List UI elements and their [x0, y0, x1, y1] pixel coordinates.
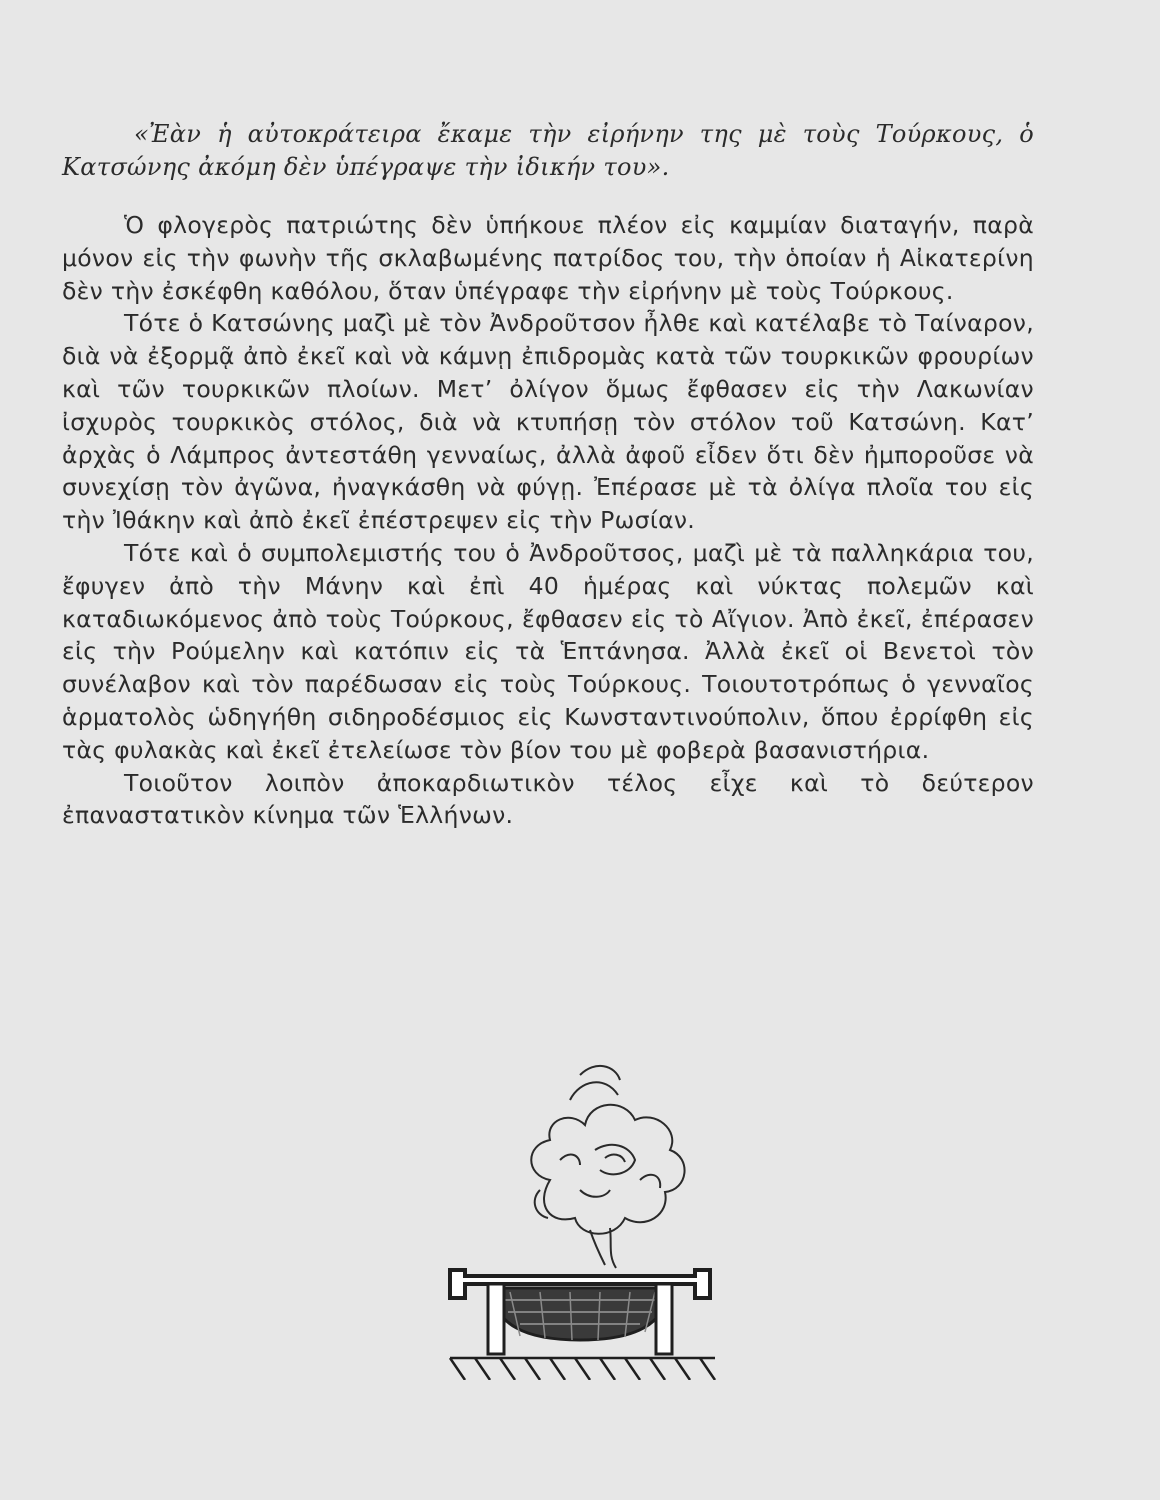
body-text	[62, 118, 1034, 832]
italic-quote: «Ἐὰν ἡ αὐτοκράτειρα ἔκαμε τὴν εἰρήνην της μὲ τοὺς Τούρκους, ὁ Κατσώνης ἀκόμη δὲν ὑπέγραψε τὴν ἰδικήν του».	[62, 120, 1034, 181]
smoke-cloud	[531, 1066, 684, 1268]
paragraph-conclusion: Τοιοῦτον λοιπὸν ἀποκαρδιωτικὸν τέλος εἶχε καὶ τὸ δεύτερον ἐπαναστατικὸν κίνημα τῶν Ἑλλήνων.	[62, 768, 1034, 830]
smoking-brazier-illustration	[430, 1040, 730, 1380]
paragraph-patriot: Ὁ φλογερὸς πατριώτης δὲν ὑπήκουε πλέον εἰς καμμίαν διαταγήν, παρὰ μόνον εἰς τὴν φωνὴν τῆς σκλαβωμένης πατρίδος του, τὴν ὁποίαν ἡ Αἰκατερίνη δὲν τὴν ἐσκέφθη καθόλου, ὅταν ὑπέγραφε τὴν εἰρήνην μὲ τοὺς Τούρκους.	[62, 211, 1034, 305]
paragraph-androutsos: Τότε καὶ ὁ συμπολεμιστής του ὁ Ἀνδροῦτσος, μαζὶ μὲ τὰ παλληκάρια του, ἔφυγεν ἀπὸ τὴν Μάνην καὶ ἐπὶ 40 ἡμέρας καὶ νύκτας πολεμῶν καὶ καταδιωκόμενος ἀπὸ τοὺς Τούρκους, ἔφθασεν εἰς τὸ Αἴγιον. Ἀπὸ ἐκεῖ, ἐπέρασεν εἰς τὴν Ρούμελην καὶ κατόπιν εἰς τὰ Ἑπτάνησα. Ἀλλὰ ἐκεῖ οἱ Βενετοὶ τὸν συνέλαβον καὶ τὸν παρέδωσαν εἰς τοὺς Τούρκους. Τοιουτοτρόπως ὁ γενναῖος ἁρματολὸς ὡδηγήθη σιδηροδέσμιος εἰς Κωνσταντινούπολιν, ὅπου ἐρρίφθη εἰς τὰς φυλακὰς καὶ ἐκεῖ ἐτελείωσε τὸν βίον του μὲ φοβερὰ βασανιστήρια.	[62, 538, 1034, 764]
stone-base	[450, 1358, 715, 1380]
brazier-bowl	[490, 1288, 670, 1340]
paragraph-tainaron: Τότε ὁ Κατσώνης μαζὶ μὲ τὸν Ἀνδροῦτσον ἦλθε καὶ κατέλαβε τὸ Ταίναρον, διὰ νὰ ἐξορμᾷ ἀπὸ ἐκεῖ καὶ νὰ κάμνῃ ἐπιδρομὰς κατὰ τῶν τουρκικῶν φρουρίων καὶ τῶν τουρκικῶν πλοίων. Μετ’ ὀλίγον ὅμως ἔφθασεν εἰς τὴν Λακωνίαν ἰσχυρὸς τουρκικὸς στόλος, διὰ νὰ κτυπήσῃ τὸν στόλον τοῦ Κατσώνη. Κατ’ ἀρχὰς ὁ Λάμπρος ἀντεστάθη γενναίως, ἀλλὰ ἀφοῦ εἶδεν ὅτι δὲν ἠμποροῦσε νὰ συνεχίσῃ τὸν ἀγῶνα, ἠναγκάσθη νὰ φύγῃ. Ἐπέρασε μὲ τὰ ὀλίγα πλοῖα του εἰς τὴν Ἰθάκην καὶ ἀπὸ ἐκεῖ ἐπέστρεψεν εἰς τὴν Ρωσίαν.	[62, 309, 1034, 535]
